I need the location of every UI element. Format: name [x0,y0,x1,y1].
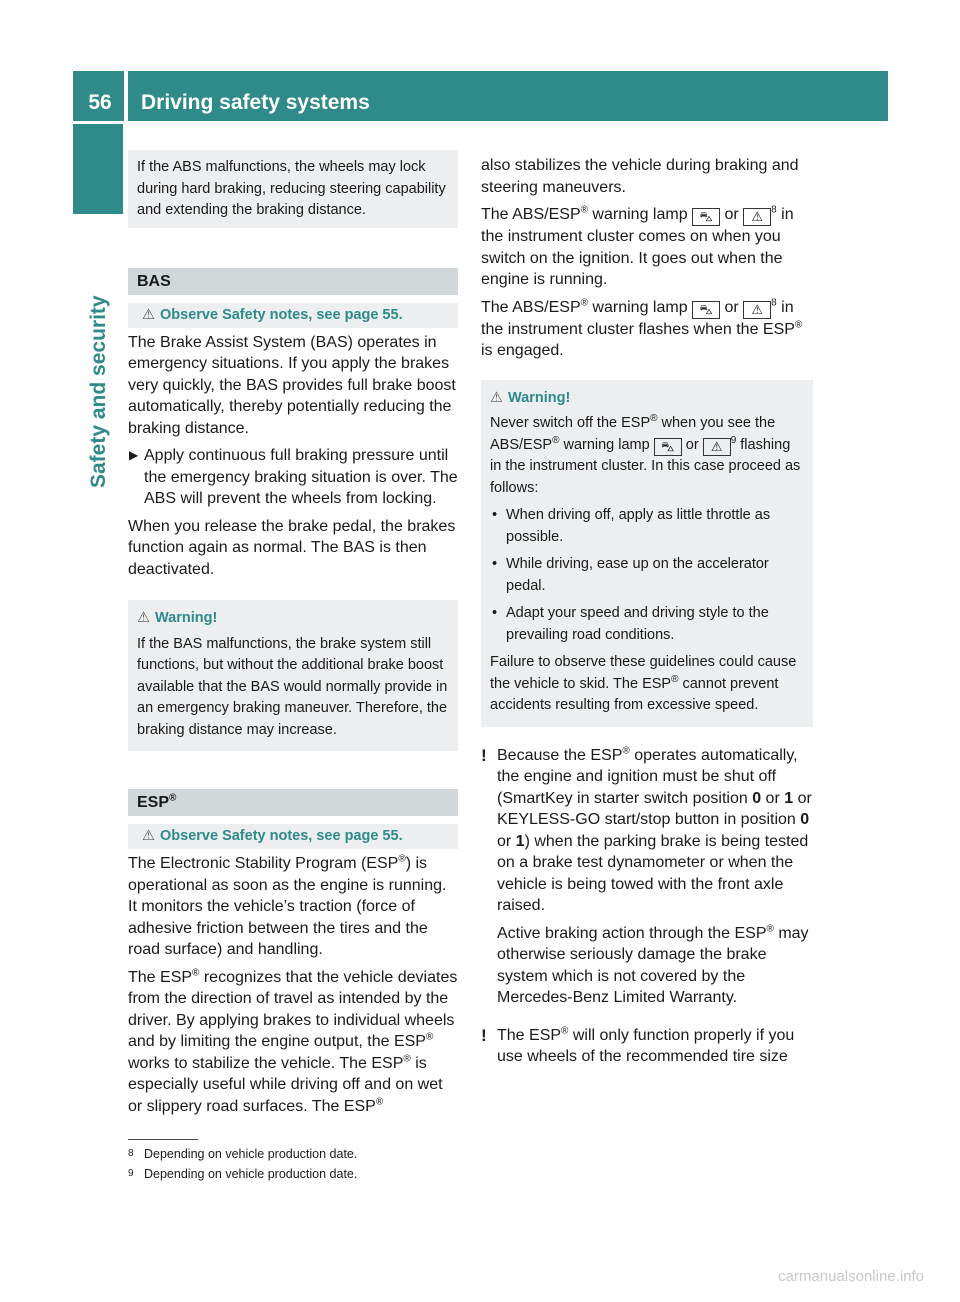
bas-instruction-text: Apply continuous full braking pressure until the emergency braking situation is over. The ABS will prevent the wheels from locking. [144,447,458,507]
footnote: 8 Depending on vehicle production date. [128,1147,358,1161]
bas-safety-note [128,303,458,328]
exclamation-icon: ! [481,1025,487,1045]
esp-continued: also stabilizes the vehicle during braking and steering maneuvers. [481,157,799,196]
list-item: • Adapt your speed and driving style to the prevailing road conditions. [492,605,769,643]
warning-lamp-icon: ⚠ [743,208,771,226]
warning-triangle-icon: ⚠ [490,389,503,406]
abs-note-box [128,150,458,228]
esp-warning-title: ⚠ Warning! [490,388,804,410]
watermark: carmanualsonline.info [778,1268,924,1285]
abs-lamp-icon: ⛍ [692,208,720,226]
footnote-rule [128,1139,198,1140]
esp-safety-text: Observe Safety notes, see page 55. [160,828,403,844]
left-column [128,150,458,1123]
bas-warning-text: If the BAS malfunctions, the brake system still functions, but without the additional brake boost available that the BAS would normally provide in an emergency braking maneuver. Therefore, the braking distance may increase. [137,635,448,738]
note-item-continued: Active braking action through the ESP® may otherwise seriously damage the brake system which is not covered by the Mercedes-Benz Limited Warranty. [497,923,809,1006]
bas-heading: BAS [128,268,458,295]
side-section-label: Safety and security [87,295,110,488]
footnote: 9 Depending on vehicle production date. [128,1167,358,1181]
esp-heading: ESP® [128,789,458,816]
warning-triangle-icon: ⚠ [142,828,155,844]
lamp-paragraph: The ABS/ESP® warning lamp ⛍ or ⚠ $^8$ in the instrument cluster comes on when you switch on the ignition. It goes out when the engine is running. [481,204,794,288]
warning-lamp-icon: ⚠ [743,301,771,319]
bas-warning-box [128,600,458,751]
note-item: ! Because the ESP® operates automatically, the engine and ignition must be shut off (SmartKey in starter switch position 0 or 1 or KEYLESS-GO start/stop button in position 0 or 1) when the parking brake is being tested on a brake test dynamometer or when the vehicle is being towed with the front axle raised. [481,745,812,914]
esp-paragraph: The Electronic Stability Program (ESP®) is operational as soon as the engine is running. It monitors the vehicle’s traction (force of adhesive friction between the tires and the road surface) and handling. [128,853,447,958]
esp-warning-text-2: Failure to observe these guidelines could cause the vehicle to skid. The ESP® cannot prevent accidents resulting from excessive speed. [490,654,797,713]
bas-safety-text: Observe Safety notes, see page 55. [160,306,403,323]
header-divider [124,71,128,121]
note-item: ! The ESP® will only function properly if you use wheels of the recommended tire size [481,1025,795,1065]
esp-safety-note [128,824,458,849]
side-tab [73,124,123,214]
arrow-icon: ▶ [129,448,139,462]
abs-lamp-icon: ⛍ [654,438,682,456]
bas-warning-title: ⚠ Warning! [137,608,449,630]
esp-paragraph-2: The ESP® recognizes that the vehicle deviates from the direction of travel as intended by the driver. By applying brakes to individual wheels and by limiting the engine output, the ESP® works to stabilize the vehicle. The ESP® is especially useful while driving off and on wet or slippery road surfaces. The ESP® [128,967,458,1115]
right-column [481,155,813,1074]
page-title: Driving safety systems [141,91,370,114]
esp-warning-text: Never switch off the ESP® when you see the ABS/ESP® warning lamp ⛍ or ⚠ $^9$ flashing in the instrument cluster. In this case proceed as follows: [490,413,801,496]
exclamation-icon: ! [481,745,487,765]
warning-lamp-icon: ⚠ [703,438,731,456]
bas-instruction [128,445,458,510]
warning-triangle-icon: ⚠ [142,306,155,323]
list-item: • While driving, ease up on the accelerator pedal. [492,556,769,594]
bas-paragraph-2: When you release the brake pedal, the brakes function again as normal. The BAS is then deactivated. [128,517,456,578]
abs-lamp-icon: ⛍ [692,301,720,319]
warning-triangle-icon: ⚠ [137,610,150,626]
lamp-paragraph-2: The ABS/ESP® warning lamp ⛍ or ⚠ $^8$ in the instrument cluster flashes when the ESP® is engaged. [481,297,803,359]
abs-note-text: If the ABS malfunctions, the wheels may lock during hard braking, reducing steering capability and extending the braking distance. [137,159,446,218]
esp-warning-box [481,380,813,727]
page-number: 56 [88,91,112,114]
list-item: • When driving off, apply as little throttle as possible. [492,507,771,545]
bas-paragraph: The Brake Assist System (BAS) operates in emergency situations. If you apply the brakes very quickly, the BAS provides full brake boost automatically, thereby potentially reducing the braking distance. [128,333,456,437]
